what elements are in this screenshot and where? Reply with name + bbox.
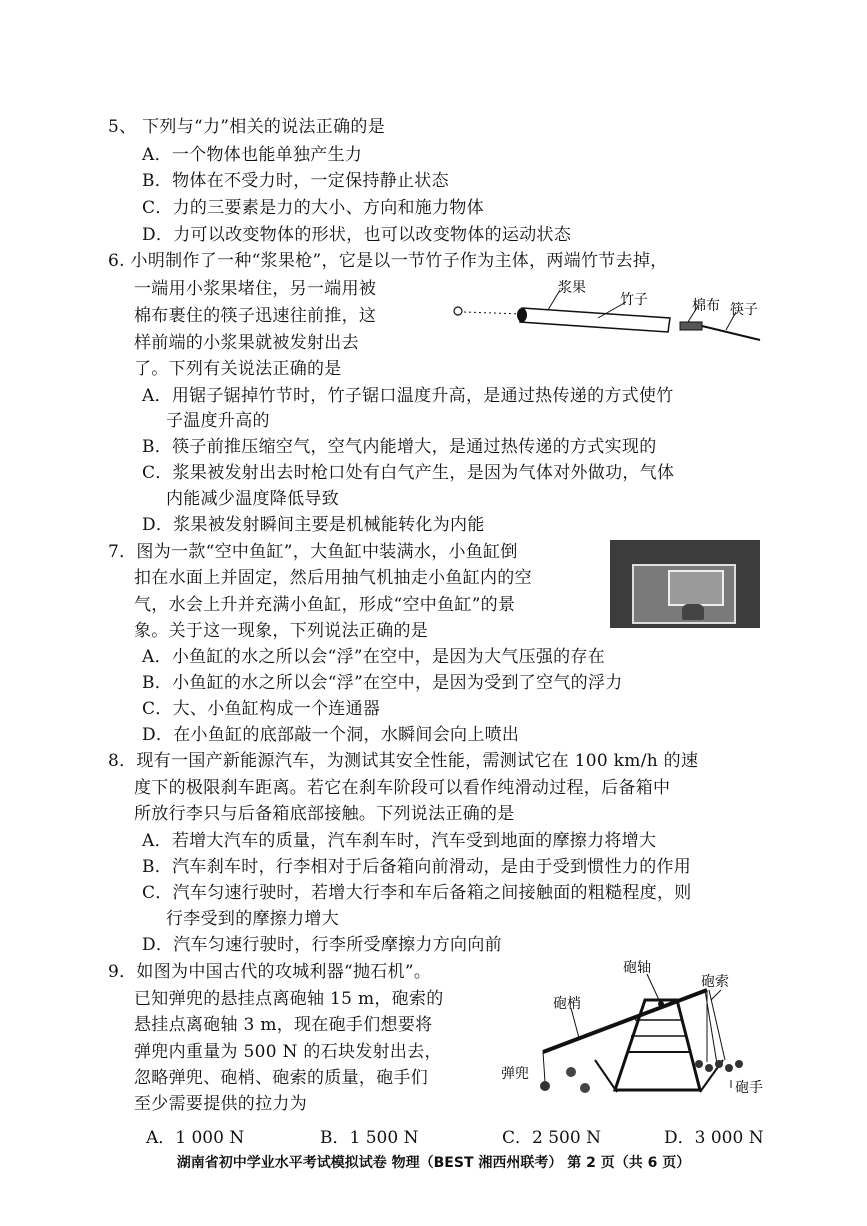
q7-option-b: B．小鱼缸的水之所以会“浮”在空中，是因为受到了空气的浮力 bbox=[142, 673, 623, 693]
coral-decoration bbox=[682, 604, 704, 620]
q7-stem-line: 扣在水面上并固定，然后用抽气机抽走小鱼缸内的空 bbox=[134, 568, 532, 588]
berry-gun-figure bbox=[430, 276, 770, 356]
fish-tank-photo bbox=[610, 540, 760, 628]
q7-stem-line: 气，水会上升并充满小鱼缸，形成“空中鱼缸”的景 bbox=[134, 595, 516, 615]
q9-option-b: B．1 500 N bbox=[320, 1128, 419, 1148]
page-footer: 湖南省初中学业水平考试模拟试卷 物理（BEST 湘西州联考） 第 2 页（共 6 页） bbox=[176, 1155, 691, 1171]
berry-dot-icon bbox=[454, 307, 462, 315]
label-axle: 砲轴 bbox=[623, 960, 651, 976]
q7-stem-line: 象。关于这一现象，下列说法正确的是 bbox=[134, 621, 429, 641]
q5-option-a: A．一个物体也能单独产生力 bbox=[142, 145, 363, 165]
q6-stem-line: 了。下列有关说法正确的是 bbox=[134, 359, 342, 379]
q8-stem-line: 8．现有一国产新能源汽车，为测试其安全性能，需测试它在 100 km/h 的速 bbox=[108, 751, 699, 771]
q6-option-c-cont: 内能减少温度降低导致 bbox=[166, 489, 339, 509]
label-cloth: 棉布 bbox=[692, 298, 720, 314]
q6-option-a-cont: 子温度升高的 bbox=[166, 411, 270, 431]
q8-option-c: C．汽车匀速行驶时，若增大行李和车后备箱之间接触面的粗糙程度，则 bbox=[142, 883, 692, 903]
trebuchet-frame bbox=[615, 1000, 700, 1090]
bamboo-tube bbox=[520, 308, 670, 332]
q7-stem-line: 7．图为一款“空中鱼缸”，大鱼缸中装满水，小鱼缸倒 bbox=[108, 542, 518, 562]
q6-stem-line: 棉布裹住的筷子迅速往前推，这 bbox=[134, 306, 377, 326]
q9-stem-line: 9．如图为中国古代的攻城利器“抛石机”。 bbox=[108, 962, 432, 982]
label-arm: 砲梢 bbox=[553, 996, 581, 1012]
berry bbox=[517, 308, 527, 322]
q9-stem-line: 悬挂点离砲轴 3 m，现在砲手们想要将 bbox=[134, 1015, 433, 1035]
q5-option-c: C．力的三要素是力的大小、方向和施力物体 bbox=[142, 198, 485, 218]
small-tank bbox=[668, 570, 724, 606]
q5-stem: 5、 下列与“力”相关的说法正确的是 bbox=[108, 117, 386, 137]
label-pouch: 弹兜 bbox=[501, 1066, 529, 1082]
q8-option-d: D．汽车匀速行驶时，行李所受摩擦力方向向前 bbox=[142, 935, 502, 955]
q9-option-d: D．3 000 N bbox=[664, 1128, 764, 1148]
label-chopstick: 筷子 bbox=[730, 302, 758, 318]
q6-option-b: B．筷子前推压缩空气，空气内能增大，是通过热传递的方式实现的 bbox=[142, 437, 657, 457]
q9-stem-line: 忽略弹兜、砲梢、砲索的质量，砲手们 bbox=[134, 1068, 429, 1088]
q6-option-a: A．用锯子锯掉竹节时，竹子锯口温度升高，是通过热传递的方式使竹 bbox=[142, 386, 674, 406]
cloth-wrap bbox=[680, 322, 702, 330]
q5-option-b: B．物体在不受力时，一定保持静止状态 bbox=[142, 171, 449, 191]
q8-stem-line: 度下的极限刹车距离。若它在刹车阶段可以看作纯滑动过程，后备箱中 bbox=[134, 778, 671, 798]
label-berry: 浆果 bbox=[558, 280, 586, 296]
label-crew: 砲手 bbox=[735, 1080, 763, 1096]
chopstick bbox=[702, 326, 760, 340]
q9-option-a: A．1 000 N bbox=[146, 1128, 245, 1148]
q6-option-c: C．浆果被发射出去时枪口处有白气产生，是因为气体对外做功，气体 bbox=[142, 463, 675, 483]
q6-option-d: D．浆果被发射瞬间主要是机械能转化为内能 bbox=[142, 515, 485, 535]
label-bamboo: 竹子 bbox=[620, 292, 648, 308]
q8-option-b: B．汽车刹车时，行李相对于后备箱向前滑动，是由于受到惯性力的作用 bbox=[142, 857, 692, 877]
q5-option-d: D．力可以改变物体的形状，也可以改变物体的运动状态 bbox=[142, 225, 572, 245]
pouch-icon bbox=[540, 1081, 550, 1091]
trebuchet-figure bbox=[495, 960, 780, 1110]
q7-option-d: D．在小鱼缸的底部敲一个洞，水瞬间会向上喷出 bbox=[142, 725, 520, 745]
q9-stem-line: 弹兜内重量为 500 N 的石块发射出去， bbox=[134, 1042, 442, 1062]
q9-stem-line: 至少需要提供的拉力为 bbox=[134, 1094, 307, 1114]
q9-option-c: C．2 500 N bbox=[502, 1128, 601, 1148]
q9-stem-line: 已知弹兜的悬挂点离砲轴 15 m，砲索的 bbox=[134, 989, 444, 1009]
q8-option-c-cont: 行李受到的摩擦力增大 bbox=[166, 909, 339, 929]
label-rope: 砲索 bbox=[701, 974, 729, 990]
q8-option-a: A．若增大汽车的质量，汽车刹车时，汽车受到地面的摩擦力将增大 bbox=[142, 831, 657, 851]
q7-option-a: A．小鱼缸的水之所以会“浮”在空中，是因为大气压强的存在 bbox=[142, 647, 606, 667]
q8-stem-line: 所放行李只与后备箱底部接触。下列说法正确的是 bbox=[134, 804, 515, 824]
q7-option-c: C．大、小鱼缸构成一个连通器 bbox=[142, 699, 381, 719]
q6-stem-line: 6. 小明制作了一种“浆果枪”，它是以一节竹子作为主体，两端竹节去掉， bbox=[108, 251, 668, 271]
q6-stem-line: 一端用小浆果堵住，另一端用被 bbox=[134, 279, 377, 299]
q6-stem-line: 样前端的小浆果就被发射出去 bbox=[134, 333, 359, 353]
axle-icon bbox=[658, 1001, 664, 1007]
large-tank bbox=[632, 564, 736, 624]
